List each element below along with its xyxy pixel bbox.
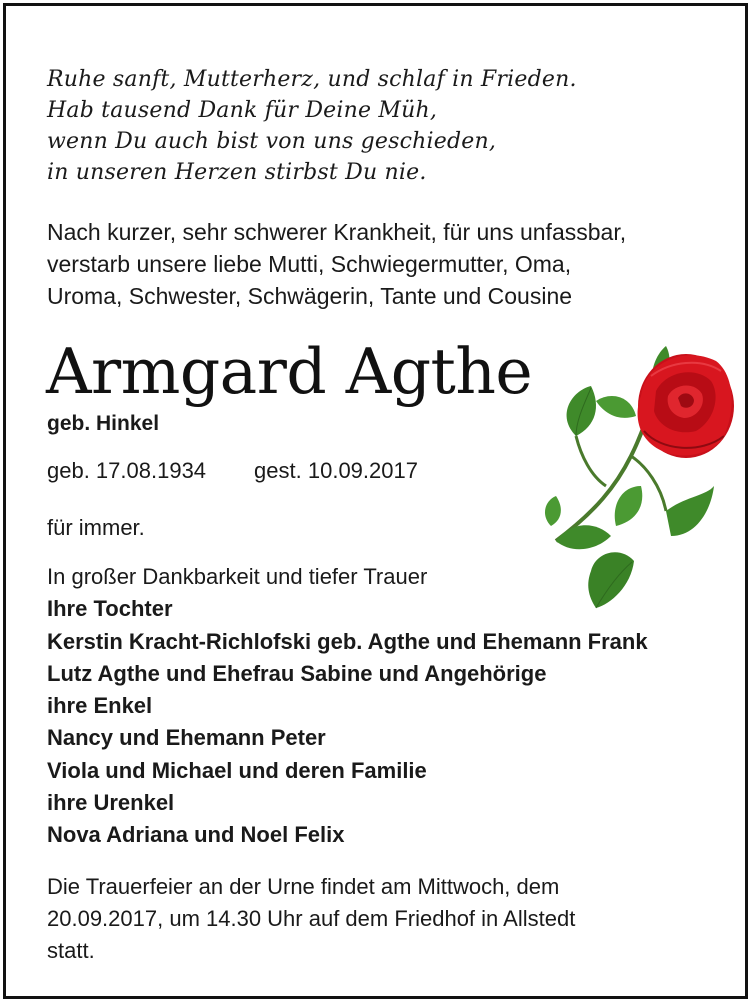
mourner-line: ihre Enkel (47, 693, 153, 719)
poem-line: in unseren Herzen stirbst Du nie. (47, 160, 427, 185)
funeral-notice (47, 871, 575, 967)
poem-line: Hab tausend Dank für Deine Müh, (47, 98, 438, 123)
funeral-line: Die Trauerfeier an der Urne findet am Mittwoch, dem (47, 874, 560, 899)
memorial-poem (47, 64, 577, 188)
announcement-line: Uroma, Schwester, Schwägerin, Tante und Cousine (47, 283, 573, 309)
mourner-line: Lutz Agthe und Ehefrau Sabine und Angehörige (47, 660, 547, 686)
poem-line: wenn Du auch bist von uns geschieden, (47, 129, 497, 154)
mourner-line: Kerstin Kracht-Richlofski geb. Agthe und Ehemann Frank (47, 628, 648, 654)
death-announcement (47, 216, 626, 312)
death-date: gest. 10.09.2017 (254, 458, 418, 483)
forever-text: für immer. (47, 515, 145, 540)
funeral-line: 20.09.2017, um 14.30 Uhr auf dem Friedhof in Allstedt (47, 906, 576, 931)
mourner-line: Nancy und Ehemann Peter (47, 725, 326, 751)
poem-line: Ruhe sanft, Mutterherz, und schlaf in Frieden. (47, 67, 577, 92)
life-dates (47, 457, 418, 485)
announcement-line: Nach kurzer, sehr schwerer Krankheit, für uns unfassbar, (47, 219, 627, 245)
mourner-line: Viola und Michael und deren Familie (47, 757, 427, 783)
funeral-line: statt. (47, 938, 95, 963)
mourner-line: Nova Adriana und Noel Felix (47, 822, 345, 848)
deceased-name: Armgard Agthe (46, 335, 533, 408)
obituary-frame (3, 3, 748, 999)
mourning-intro: In großer Dankbarkeit und tiefer Trauer (47, 564, 428, 589)
birth-date: geb. 17.08.1934 (47, 458, 207, 483)
mourner-line: ihre Urenkel (47, 790, 175, 816)
rose-icon (536, 336, 746, 621)
maiden-name: geb. Hinkel (47, 412, 160, 435)
announcement-line: verstarb unsere liebe Mutti, Schwiegermutter, Oma, (47, 251, 572, 277)
mourner-line: Ihre Tochter (47, 596, 173, 622)
